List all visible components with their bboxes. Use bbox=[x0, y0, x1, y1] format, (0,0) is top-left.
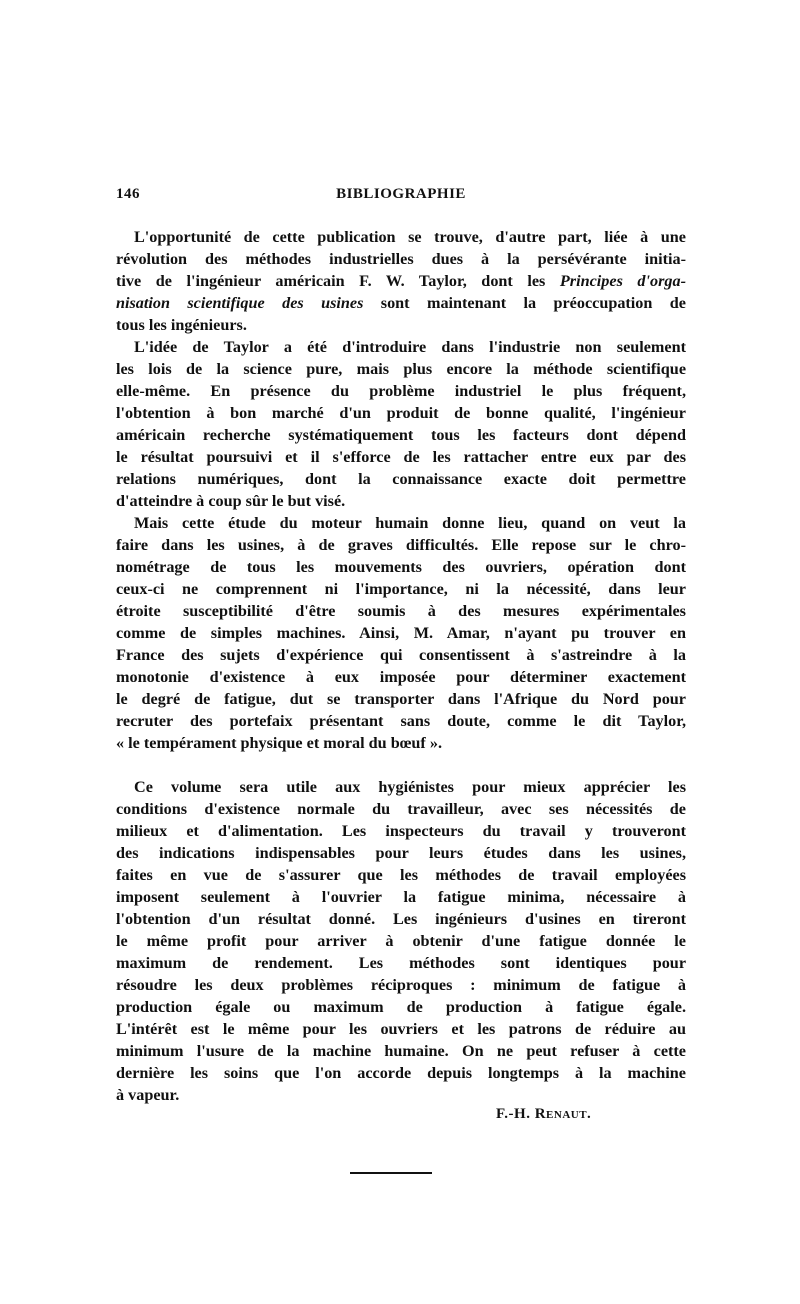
text-line: d'atteindre à coup sûr le but visé. bbox=[116, 492, 346, 510]
text-line: imposent seulement à l'ouvrier la fatigue minima, nécessaire à bbox=[116, 888, 686, 906]
text-line: Mais cette étude du moteur humain donne lieu, quand on veut la bbox=[134, 514, 686, 532]
text-line: à vapeur. bbox=[116, 1086, 180, 1104]
text-line: ceux-ci ne comprennent ni l'importance, ni la nécessité, dans leur bbox=[116, 580, 686, 598]
text-line: recruter des portefaix présentant sans doute, comme le dit Taylor, bbox=[116, 712, 686, 730]
text-line: minimum l'usure de la machine humaine. On ne peut refuser à cette bbox=[116, 1042, 686, 1060]
text-line: elle-même. En présence du problème industriel le plus fréquent, bbox=[116, 382, 686, 400]
text-line: L'intérêt est le même pour les ouvriers et les patrons de réduire au bbox=[116, 1020, 686, 1038]
text-line: production égale ou maximum de production à fatigue égale. bbox=[116, 998, 686, 1016]
text-line: nométrage de tous les mouvements des ouvriers, opération dont bbox=[116, 558, 686, 576]
text-line: les lois de la science pure, mais plus encore la méthode scientifique bbox=[116, 360, 686, 378]
text-line: nisation scientifique des usines sont maintenant la préoccupation de bbox=[116, 294, 686, 312]
text-line: résoudre les deux problèmes réciproques : minimum de fatigue à bbox=[116, 976, 686, 994]
text-line: monotonie d'existence à eux imposée pour déterminer exactement bbox=[116, 668, 686, 686]
text-line: faites en vue de s'assurer que les méthodes de travail employées bbox=[116, 866, 686, 884]
text-line: dernière les soins que l'on accorde depuis longtemps à la machine bbox=[116, 1064, 686, 1082]
text-line: tive de l'ingénieur américain F. W. Taylor, dont les Principes d'orga- bbox=[116, 272, 686, 290]
text-line: maximum de rendement. Les méthodes sont identiques pour bbox=[116, 954, 686, 972]
text-line: France des sujets d'expérience qui consentissent à s'astreindre à la bbox=[116, 646, 686, 664]
signature-surname: Renaut. bbox=[534, 1106, 592, 1122]
text-line: conditions d'existence normale du travailleur, avec ses nécessités de bbox=[116, 800, 686, 818]
header-title: BIBLIOGRAPHIE bbox=[336, 186, 466, 202]
text-line: le résultat poursuivi et il s'efforce de les rattacher entre eux par des bbox=[116, 448, 686, 466]
text-line: le degré de fatigue, dut se transporter dans l'Afrique du Nord pour bbox=[116, 690, 686, 708]
running-head bbox=[116, 186, 686, 208]
text-line: Ce volume sera utile aux hygiénistes pour mieux apprécier les bbox=[134, 778, 686, 796]
page-number: 146 bbox=[116, 186, 140, 202]
text-line: l'obtention d'un résultat donné. Les ingénieurs d'usines en tireront bbox=[116, 910, 686, 928]
text-line: des indications indispensables pour leurs études dans les usines, bbox=[116, 844, 686, 862]
text-line: L'opportunité de cette publication se trouve, d'autre part, liée à une bbox=[134, 228, 686, 246]
text-line: L'idée de Taylor a été d'introduire dans l'industrie non seulement bbox=[134, 338, 686, 356]
text-line: américain recherche systématiquement tous les facteurs dont dépend bbox=[116, 426, 686, 444]
text-line: comme de simples machines. Ainsi, M. Amar, n'ayant pu trouver en bbox=[116, 624, 686, 642]
text-line: révolution des méthodes industrielles dues à la persévérante initia- bbox=[116, 250, 686, 268]
text-line: l'obtention à bon marché d'un produit de bonne qualité, l'ingénieur bbox=[116, 404, 686, 422]
end-rule bbox=[350, 1172, 432, 1174]
signature-initials: F.-H. bbox=[496, 1106, 531, 1122]
text-line: milieux et d'alimentation. Les inspecteurs du travail y trouveront bbox=[116, 822, 686, 840]
text-line: relations numériques, dont la connaissance exacte doit permettre bbox=[116, 470, 686, 488]
text-line: tous les ingénieurs. bbox=[116, 316, 247, 334]
text-line: étroite susceptibilité d'être soumis à des mesures expérimentales bbox=[116, 602, 686, 620]
author-signature bbox=[496, 1106, 591, 1123]
text-line: faire dans les usines, à de graves difficultés. Elle repose sur le chro- bbox=[116, 536, 686, 554]
text-line: le même profit pour arriver à obtenir d'une fatigue donnée le bbox=[116, 932, 686, 950]
text-line: « le tempérament physique et moral du bœuf ». bbox=[116, 734, 442, 752]
